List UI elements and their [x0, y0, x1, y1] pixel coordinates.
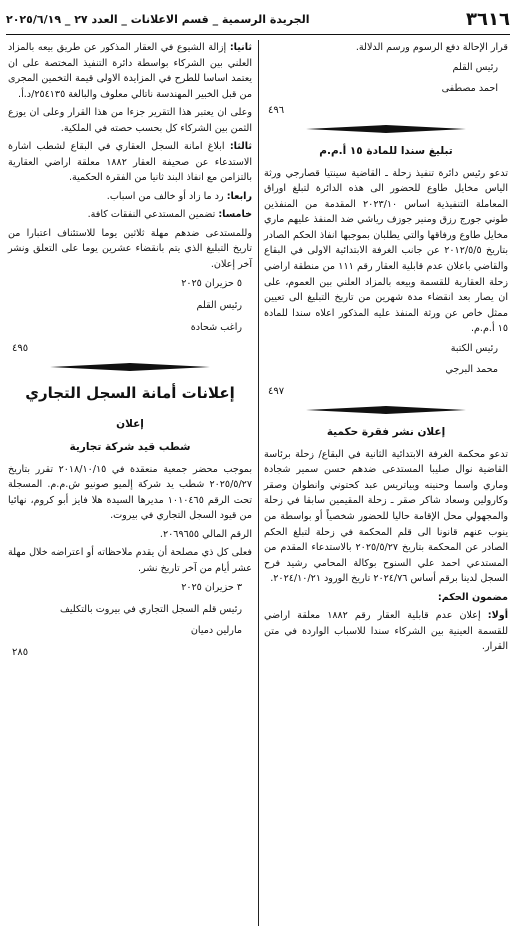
divider-ornament	[264, 125, 508, 133]
page-number: ٣٦١٦	[466, 8, 510, 30]
objection-text: فعلى كل ذي مصلحة أن يقدم ملاحظاته أو اعتراضه خلال مهلة عشر أيام من آخر تاريخ نشر.	[8, 547, 252, 574]
notice-body: تدعو محكمة الغرفة الابتدائية الثانية في البقاع/ زحلة برئاسة القاضية نوال صليبا المستدعى ضدهم حسن سمير شجادة وماري واسما وحنينه وبياتريس عبد كحتوني وانطوان وصقر وكارولين وسعاد شاكر صقر ـ زحلة المقيمين سابقا في زحلة والمجهولي محل الإقامة حاليا للحضور شخصياً أو بواسطة من ينوب عنهم قانونا الى قلم المحكمة في زحلة لتبلغ الحكم الصادر عن المحكمة بتاريخ ٢٠٢٥/٥/٢٧ بالاستدعاء المقدم من المستدعي احمد علي السنوح بوكالة المحامي رشيد فرح السجل لدينا برقم أساس ٢٠٢٤/٧٦ تاريخ الورود ٢٠٢٤/١٠/٢١.	[264, 448, 509, 585]
date: ٣ حزيران ٢٠٢٥	[181, 582, 242, 594]
divider-ornament	[264, 406, 508, 414]
clause-second	[8, 40, 252, 102]
reference-number: ٤٩٧	[268, 385, 285, 397]
page-header	[6, 8, 510, 30]
clause-first	[264, 608, 508, 655]
reference-number: ٤٩٦	[268, 104, 285, 116]
clause-text: إعلان عدم قابلية العقار رقم ١٨٨٢ معلقة اراضي للقسمة العينية بين الشركاء سندا للاسباب الواردة في متن القرار.	[264, 610, 508, 653]
signature-title: رئيس الكتبة	[450, 342, 498, 354]
clause-text: رد ما زاد أو خالف من اسباب.	[106, 190, 224, 202]
column-divider	[258, 40, 259, 926]
reference-number: ٤٩٥	[12, 343, 29, 355]
content-label: مضمون الحكم:	[437, 591, 508, 603]
section-title: إعلانات أمانة السجل التجاري	[25, 384, 235, 403]
left-column	[8, 40, 252, 665]
header-rule	[6, 34, 510, 35]
signature-name: محمد البرجي	[445, 364, 498, 376]
ad-label: إعلان	[116, 417, 144, 430]
signature-title: رئيس القلم	[452, 61, 498, 73]
gazette-title: الجريدة الرسمية _ قسم الاعلانات _ العدد ٢٧ _ ٢٠٢٥/٦/١٩	[6, 12, 310, 26]
ad-body: بموجب محضر جمعية منعقدة في ٢٠١٨/١٠/١٥ تقرر بتاريخ ٢٠٢٥/٥/٢٧ شطب يد شركة إلميو صونيو ش.م.م. المسجلة تحت الرقم ١٠١٠٤٦٥ مديرها السيدة هلا فايز أبو كروم، نهائيا من قيود السجل التجاري في بيروت.	[8, 463, 252, 522]
signature-name: مارلين دميان	[190, 625, 242, 637]
ad-title: شطب قيد شركة تجارية	[69, 440, 191, 453]
continued-text: قرار الإحالة دفع الرسوم ورسم الدلالة.	[355, 42, 508, 53]
clause-label: ثالثا:	[229, 141, 252, 153]
clause-text: تضمين المستدعي النفقات كافة.	[87, 209, 216, 221]
signature-name: راغب شحادة	[190, 321, 242, 333]
clause-fourth	[8, 189, 252, 205]
signature-name: احمد مصطفى	[441, 83, 498, 95]
clause-text-continued: وعلى ان يعتبر هذا التقرير جزءا من هذا القرار وعلى ان يوزع الثمن بين الشركاء كل بحسب حصته في الملكية.	[8, 107, 252, 134]
clause-text: ابلاغ امانة السجل العقاري في البقاع لشطب اشارة الاستدعاء عن صحيفة العقار ١٨٨٢ معلقة اراضي العقارية بالتزامن مع انفاذ البند ثانيا من الفقرة الحكمية.	[8, 141, 252, 184]
divider-ornament	[8, 363, 252, 371]
signature-block	[8, 580, 252, 639]
clause-label: رابعا:	[226, 190, 252, 202]
right-column	[264, 40, 508, 658]
signature-block	[264, 341, 508, 378]
clause-label: خامسا:	[218, 209, 252, 221]
financial-number: الرقم المالي ٢٠٦٩٦٥٥.	[159, 528, 252, 540]
clause-text: إزالة الشيوع في العقار المذكور عن طريق بيعه بالمزاد العلني بين الشركاء بواسطة دائرة التنفيذ المختصة على ان يعتمد اساسا للطرح في المزايدة الاولى قيمة التخمين المجرى من قبل الخبير المهندسة ناتالي معلوف والبالغة ٢٥٤١٣٥/د.أ.	[8, 42, 252, 100]
notice-title: تبليغ سندا للمادة ١٥ أ.م.م	[319, 144, 453, 157]
appeal-text: وللمستدعى ضدهم مهلة ثلاثين يوما للاستئناف اعتبارا من تاريخ التبليغ الذي يتم بانقضاء عشرين يوما على التعلق ونشر آخر إعلان.	[8, 227, 252, 270]
signature-title: رئيس القلم	[196, 299, 242, 311]
notice-body: تدعو رئيس دائرة تنفيذ زحلة ـ القاضية سينتيا قصارجي ورثة الياس مخايل طاوع للحضور الى هذه الدائرة لتبلغ اوراق المعاملة التنفيذية اساس ٢٠٢٣/١٠ المقدمة من المنفذين طوني جورج رزق ومنير جوزف رياشي ضد المنفذ عليهم ماري مخايل طاوع ورفاقها والتي يطلبان بموجبها انفاذ الحكم الصادر بتاريخ ٢٠١٢/٥/٥ عن جانب الغرفة الابتدائية الاولى في البقاع والقاضي باعلان عدم قابلية العقار رقم ١١١ من منطقة اراضي زحلة العقارية للقسمة وبيعه بالمزاد العلني بين العموم، على ان يصار بعد انقضاء مدة شهرين من تاريخ التبليغ الى تعيين ممثل خاص عن ورثة المنفذ عليه المذكور اعلاه سندا للمادة ١٥ أ.م.م.	[264, 167, 508, 335]
signature-block	[8, 276, 252, 335]
reference-number: ٢٨٥	[12, 646, 29, 658]
signature-block	[264, 60, 508, 97]
notice-title: إعلان نشر فقرة حكمية	[326, 425, 446, 438]
clause-label: أولا:	[487, 610, 508, 622]
clause-label: ثانيا:	[229, 42, 252, 53]
date: ٥ حزيران ٢٠٢٥	[181, 278, 242, 290]
clause-third	[8, 139, 252, 186]
signature-title: رئيس قلم السجل التجاري في بيروت بالتكليف	[59, 603, 242, 615]
clause-fifth	[8, 207, 252, 223]
